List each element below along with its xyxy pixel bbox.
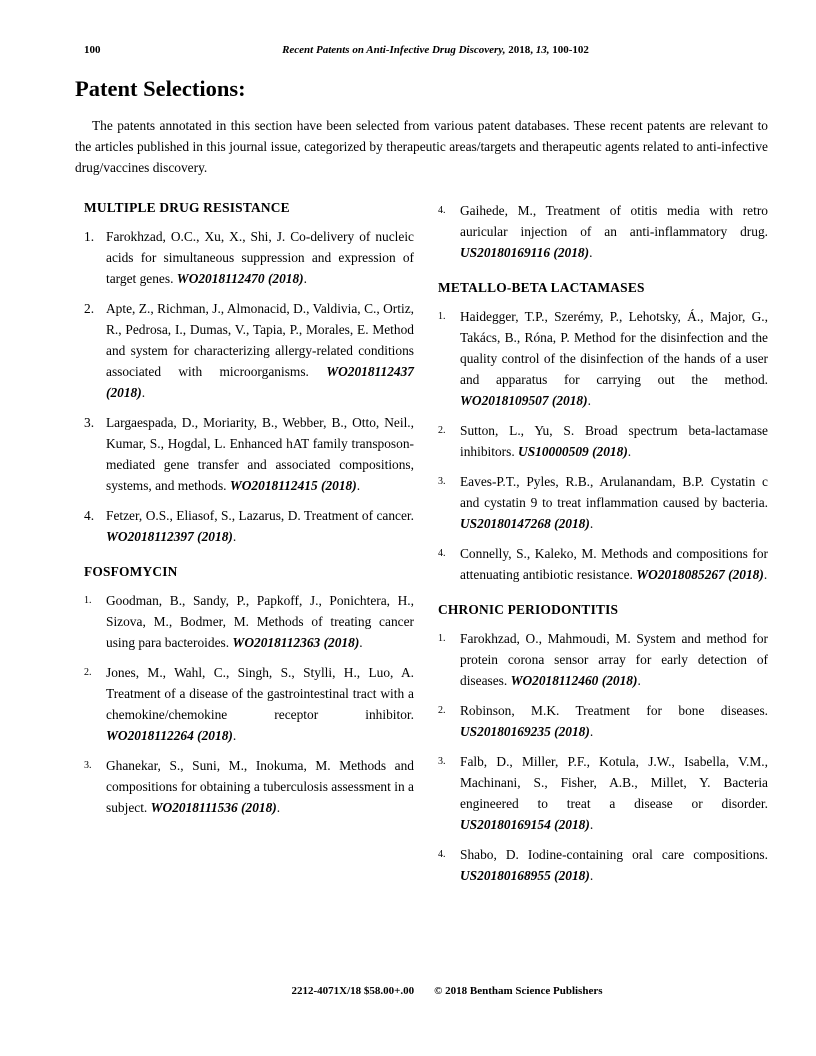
patent-entry [438,543,768,585]
entry-text: Sutton, L., Yu, S. Broad spectrum beta-lactamase inhibitors. US10000509 (2018). [460,423,768,459]
patent-number: WO2018112264 [106,728,194,743]
patent-entry [438,471,768,534]
patent-number: WO2018112363 [232,635,321,650]
entry-number: 1. [438,311,446,322]
entry-text: Farokhzad, O.C., Xu, X., Shi, J. Co-delivery of nucleic acids for simultaneous suppression and expression of target genes. WO2018112470 (2018). [106,229,414,286]
page-title: Patent Selections: [75,76,246,101]
patent-number: WO2018112415 [229,478,318,493]
issn-price: 2212-4071X/18 $58.00+.00 [291,985,415,997]
patent-year: (2018) [323,635,360,650]
patent-entry [438,420,768,462]
entry-text: Ghanekar, S., Suni, M., Inokuma, M. Methods and compositions for obtaining a tuberculosis assessment in a subject. WO2018111536 (2018). [106,758,414,815]
patent-year: (2018) [554,817,590,832]
entry-number: 1. [438,633,446,644]
patent-number: WO2018112437 [326,364,414,379]
patent-entry [438,751,768,835]
section-heading: MULTIPLE DRUG RESISTANCE [84,200,290,215]
entry-number: 2. [438,705,446,716]
section-heading: CHRONIC PERIODONTITIS [438,602,619,617]
patent-year: (2018) [321,478,357,493]
patent-number: WO2018109507 [460,393,549,408]
entry-number: 1. [84,229,95,244]
patent-year: (2018) [106,385,142,400]
patent-year: (2018) [554,868,590,883]
two-column-body [84,200,768,895]
entry-text: Gaihede, M., Treatment of otitis media with retro auricular injection of an anti-inflammatory drug. US20180169116 (2018). [460,203,768,260]
entry-number: 1. [84,595,92,606]
patent-year: (2018) [197,529,233,544]
patent-entry [438,844,768,886]
entry-number: 3. [438,476,446,487]
patent-year: (2018) [551,393,588,408]
entry-text: Shabo, D. Iodine-containing oral care compositions. US20180168955 (2018). [460,847,768,883]
copyright-notice: © 2018 Bentham Science Publishers [434,985,603,997]
patent-number: WO2018111536 [150,800,238,815]
entry-text: Largaespada, D., Moriarity, B., Webber, B., Otto, Neil., Kumar, S., Hogdal, L. Enhanced hAT family transposon-mediated gene transfer and associated compositions, systems, and methods. WO2018112415 (2018). [106,415,414,493]
entry-text: Haidegger, T.P., Szerémy, P., Lehotsky, Á., Major, G., Takács, B., Róna, P. Method for the disinfection and the quality control of the disinfection of the hands of a user and apparatus for carrying out the method. WO2018109507 (2018). [460,309,768,408]
entry-number: 3. [84,760,92,771]
patent-number: WO2018112460 [510,673,599,688]
section-heading: FOSFOMYCIN [84,564,178,579]
patent-number: US20180168955 [460,868,551,883]
entry-number: 4. [84,508,95,523]
entry-text: Goodman, B., Sandy, P., Papkoff, J., Ponichtera, H., Sizova, M., Bodmer, M. Methods of treating cancer using para bacteroides. WO2018112363 (2018). [106,593,414,650]
patent-number: US20180147268 [460,516,551,531]
patent-entry [84,590,414,653]
patent-number: US20180169154 [460,817,551,832]
patent-entry [438,700,768,742]
patent-year: (2018) [553,245,590,260]
patent-number: WO2018112470 [176,271,265,286]
patent-entry [84,226,414,289]
journal-name: Recent Patents on Anti-Infective Drug Discovery, [282,44,506,56]
entry-text: Falb, D., Miller, P.F., Kotula, J.W., Isabella, V.M., Machinani, S., Fisher, A.B., Millet, Y. Bacteria engineered to treat a disease or disorder. US20180169154 (2018). [460,754,768,832]
entry-number: 2. [84,667,92,678]
patent-year: (2018) [241,800,277,815]
entry-number: 2. [438,425,446,436]
entry-number: 4. [438,849,446,860]
entry-number: 2. [84,301,95,316]
page-number: 100 [84,44,101,56]
entry-text: Fetzer, O.S., Eliasof, S., Lazarus, D. Treatment of cancer. WO2018112397 (2018). [106,508,414,544]
patent-entry [84,505,414,547]
patent-entry [84,755,414,818]
patent-entry [438,628,768,691]
entry-number: 3. [438,756,446,767]
patent-entry [84,662,414,746]
left-column [84,200,414,895]
entry-number: 3. [84,415,95,430]
patent-year: (2018) [554,516,590,531]
patent-entry [84,298,414,403]
patent-entry [438,306,768,411]
patent-entry [84,412,414,496]
entry-text: Farokhzad, O., Mahmoudi, M. System and method for protein corona sensor array for early detection of diseases. WO2018112460 (2018). [460,631,768,688]
patent-entry [438,200,768,263]
patent-number: WO2018112397 [106,529,194,544]
patent-year: (2018) [592,444,628,459]
header-volume: 13, [535,44,550,56]
patent-number: WO2018085267 [636,567,725,582]
patent-year: (2018) [197,728,233,743]
footer-inner [291,985,602,997]
running-head [89,44,782,56]
patent-year: (2018) [554,724,590,739]
entry-text: Jones, M., Wahl, C., Singh, S., Stylli, H., Luo, A. Treatment of a disease of the gastrointestinal tract with a chemokine/chemokine receptor inhibitor. WO2018112264 (2018). [106,665,414,743]
header-year: 2018, [508,44,533,56]
patent-number: US10000509 [518,444,589,459]
patent-number: US20180169235 [460,724,551,739]
patent-number: US20180169116 [460,245,551,260]
section-heading: METALLO-BETA LACTAMASES [438,280,645,295]
page-header [75,44,768,58]
page-footer [0,985,816,997]
entry-text: Robinson, M.K. Treatment for bone diseases. US20180169235 (2018). [460,703,768,739]
entry-number: 4. [438,205,446,216]
entry-number: 4. [438,548,446,559]
header-pages: 100-102 [552,44,589,56]
entry-text: Connelly, S., Kaleko, M. Methods and compositions for attenuating antibiotic resistance. WO2018085267 (2018). [460,546,768,582]
patent-year: (2018) [601,673,638,688]
right-column [438,200,768,895]
patent-year: (2018) [728,567,764,582]
intro-paragraph: The patents annotated in this section have been selected from various patent databases. These recent patents are relevant to the articles published in this journal issue, categorized by therapeutic areas/targets and therapeutic agents related to anti-infective drug/vaccines discovery. [75,118,768,175]
entry-text: Eaves-P.T., Pyles, R.B., Arulanandam, B.P. Cystatin c and cystatin 9 to treat inflammation caused by bacteria. US20180147268 (2018). [460,474,768,531]
entry-text: Apte, Z., Richman, J., Almonacid, D., Valdivia, C., Ortiz, R., Pedrosa, I., Dumas, V., Tapia, P., Morales, E. Method and system for characterizing allergy-related conditions associated with microorganisms. WO2018112437 (2018). [106,301,414,400]
patent-year: (2018) [267,271,304,286]
